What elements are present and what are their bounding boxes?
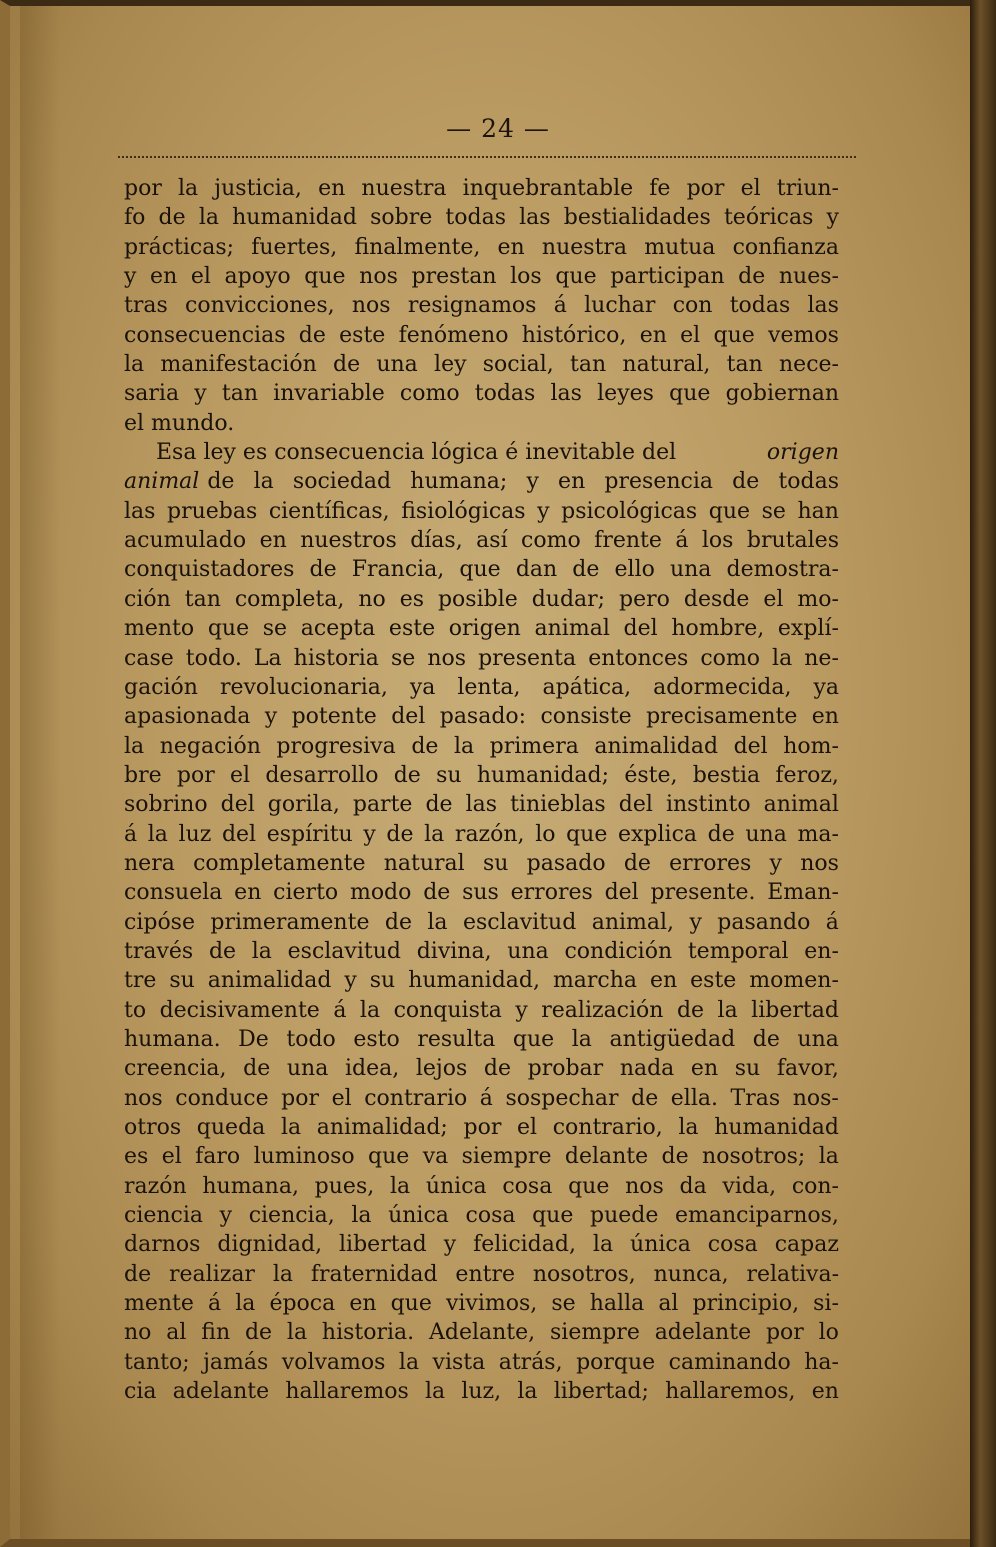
header-rule <box>118 156 856 158</box>
body-text <box>124 174 839 1406</box>
text-line: acumulado en nuestros días, así como frente á los brutales <box>124 528 839 554</box>
text-line: tras convicciones, nos resignamos á luchar con todas las <box>124 293 839 319</box>
text-line: nos conduce por el contrario á sospechar de ella. Tras nos- <box>124 1085 839 1111</box>
text-line: saria y tan invariable como todas las leyes que gobiernan <box>124 381 839 407</box>
text-line: to decisivamente á la conquista y realización de la libertad <box>124 997 839 1023</box>
text-line: tre su animalidad y su humanidad, marcha en este momen- <box>124 968 839 994</box>
text-line: gación revolucionaria, ya lenta, apática, adormecida, ya <box>124 674 839 700</box>
text-line: y en el apoyo que nos prestan los que participan de nues- <box>124 264 839 290</box>
text-line: mente á la época en que vivimos, se halla al principio, si- <box>124 1291 839 1317</box>
text-line: bre por el desarrollo de su humanidad; éste, bestia feroz, <box>124 762 839 788</box>
text-line: tanto; jamás volvamos la vista atrás, porque caminando ha- <box>124 1349 839 1375</box>
text-line-paragraph-start <box>124 438 839 467</box>
text-line: no al fin de la historia. Adelante, siempre adelante por lo <box>124 1320 839 1346</box>
text-line: el mundo. <box>124 410 235 436</box>
italic-phrase: animal <box>124 469 200 495</box>
text-line: la negación progresiva de la primera animalidad del hom- <box>124 733 839 759</box>
page-edge-shading <box>20 6 60 1547</box>
text-line: cipóse primeramente de la esclavitud animal, y pasando á <box>124 909 839 935</box>
text-segment: de la sociedad humana; y en presencia de todas <box>207 469 839 495</box>
text-line: mento que se acepta este origen animal del hombre, explí- <box>124 616 839 642</box>
text-line: conquistadores de Francia, que dan de ello una demostra- <box>124 557 839 583</box>
text-line: consecuencias de este fenómeno histórico, en el que vemos <box>124 322 839 348</box>
text-line: prácticas; fuertes, finalmente, en nuestra mutua confianza <box>124 234 839 260</box>
text-line: humana. De todo esto resulta que la antigüedad de una <box>124 1026 839 1052</box>
text-line: nera completamente natural su pasado de errores y nos <box>124 850 839 876</box>
text-line: consuela en cierto modo de sus errores del presente. Eman- <box>124 880 839 906</box>
text-line: fo de la humanidad sobre todas las bestialidades teóricas y <box>124 205 839 231</box>
text-line: por la justicia, en nuestra inquebrantable fe por el triun- <box>124 176 839 201</box>
text-line: ciencia y ciencia, la única cosa que puede emanciparnos, <box>124 1203 839 1229</box>
text-line: es el faro luminoso que va siempre delante de nosotros; la <box>124 1144 839 1170</box>
text-line: las pruebas científicas, fisiológicas y psicológicas que se han <box>124 498 839 524</box>
text-line: case todo. La historia se nos presenta entonces como la ne- <box>124 645 839 671</box>
text-line: creencia, de una idea, lejos de probar nada en su favor, <box>124 1056 839 1082</box>
text-line: darnos dignidad, libertad y felicidad, la única cosa capaz <box>124 1232 839 1258</box>
text-line: la manifestación de una ley social, tan natural, tan nece- <box>124 352 839 378</box>
page-number: — 24 — <box>446 114 550 143</box>
italic-phrase: origen <box>766 440 839 466</box>
text-line: á la luz del espíritu y de la razón, lo que explica de una ma- <box>124 821 839 847</box>
text-line <box>124 467 839 496</box>
text-segment: Esa ley es consecuencia lógica é inevitable del <box>156 440 677 466</box>
text-line: razón humana, pues, la única cosa que nos da vida, con- <box>124 1173 839 1199</box>
text-line: apasionada y potente del pasado: consiste precisamente en <box>124 704 839 730</box>
text-line: cia adelante hallaremos la luz, la libertad; hallaremos, en <box>124 1379 839 1405</box>
text-line: sobrino del gorila, parte de las tinieblas del instinto animal <box>124 792 839 818</box>
text-line: ción tan completa, no es posible dudar; pero desde el mo- <box>124 586 839 612</box>
text-line: otros queda la animalidad; por el contrario, la humanidad <box>124 1115 839 1140</box>
text-line: través de la esclavitud divina, una condición temporal en- <box>124 938 839 964</box>
text-line: de realizar la fraternidad entre nosotros, nunca, relativa- <box>124 1261 839 1287</box>
binding-edge <box>970 0 996 1547</box>
